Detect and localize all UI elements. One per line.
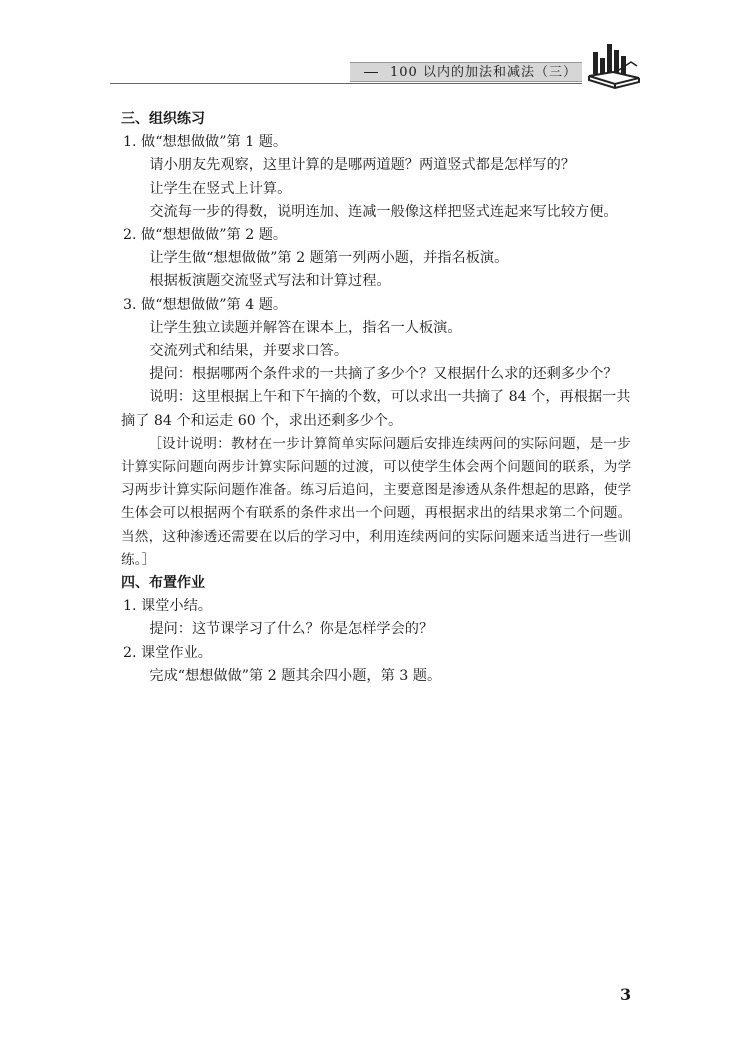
- paragraph: 让学生在竖式上计算。: [149, 180, 292, 197]
- practice-item-2: 2. 做“想想做做”第 2 题。: [123, 227, 288, 244]
- paragraph: 完成“想想做做”第 2 题其余四小题，第 3 题。: [149, 667, 442, 684]
- paragraph: 说明：这里根据上午和下午摘的个数，可以求出一共摘了 84 个，再根据一共摘了 84 个和运走 60 个，求出还剩多少个。: [121, 389, 631, 429]
- paragraph: 让学生独立读题并解答在课本上，指名一人板演。: [149, 319, 462, 336]
- header-dash: [364, 72, 378, 73]
- design-note: ［设计说明：教材在一步计算简单实际问题后安排连续两问的实际问题，是一步计算实际问题向两步计算实际问题的过渡，可以使学生体会两个问题间的联系，为学习两步计算实际问题作准备。练习后追问，主要意图是渗透从条件想起的思路，使学生体会可以根据两个有联系的条件求出一个问题，再根据求出的结果求第二个问题。当然，这种渗透还需要在以后的学习中，利用连续两问的实际问题来适当进行一些训练。］: [121, 435, 632, 568]
- homework-item-2: 2. 课堂作业。: [123, 644, 212, 661]
- practice-item-1: 1. 做“想想做做”第 1 题。: [123, 134, 288, 151]
- lesson-content: [121, 108, 641, 688]
- section-title-homework: 四、布置作业: [121, 575, 205, 592]
- running-title: 100 以内的加法和减法（三）: [390, 65, 577, 80]
- paragraph: 提问：这节课学习了什么？你是怎样学会的？: [149, 621, 434, 638]
- paragraph: 提问：根据哪两个条件求的一共摘了多少个？又根据什么求的还剩多少个？: [149, 366, 618, 383]
- paragraph: 交流列式和结果，并要求口答。: [149, 343, 349, 360]
- running-header: [350, 62, 582, 82]
- book-icon: [585, 36, 643, 94]
- page-number: 3: [620, 985, 632, 1004]
- section-title-practice: 三、组织练习: [121, 111, 205, 127]
- paragraph: 请小朋友先观察，这里计算的是哪两道题？两道竖式都是怎样写的？: [149, 157, 576, 174]
- paragraph: 让学生做“想想做做”第 2 题第一列两小题，并指名板演。: [149, 250, 509, 267]
- homework-item-1: 1. 课堂小结。: [123, 598, 212, 615]
- paragraph: 根据板演题交流竖式写法和计算过程。: [149, 273, 391, 290]
- practice-item-3: 3. 做“想想做做”第 4 题。: [123, 296, 288, 313]
- header-rule: [110, 83, 582, 84]
- paragraph: 交流每一步的得数，说明连加、连减一般像这样把竖式连起来写比较方便。: [149, 203, 618, 220]
